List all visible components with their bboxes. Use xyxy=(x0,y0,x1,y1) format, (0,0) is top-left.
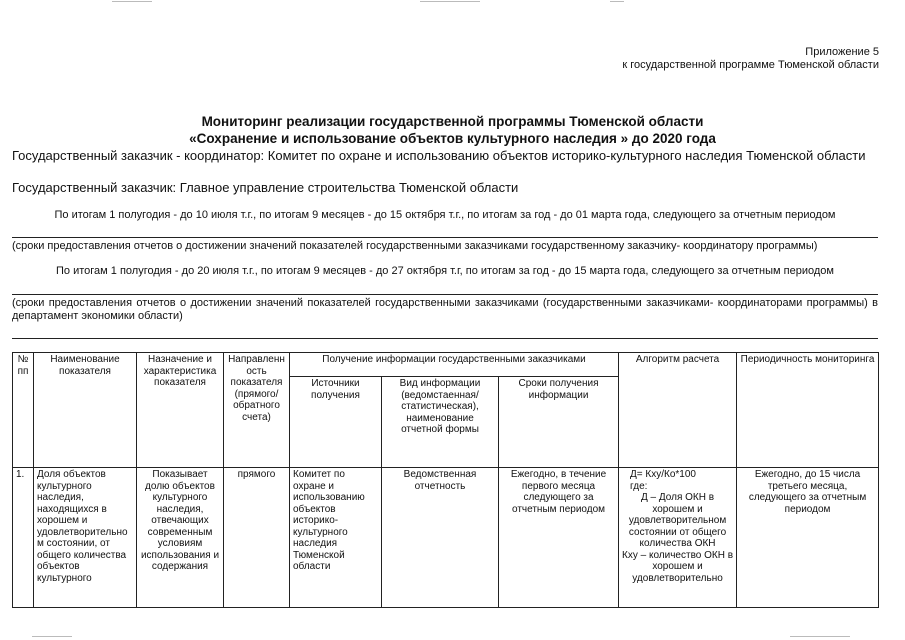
scan-mark xyxy=(790,636,850,637)
appendix-line2: к государственной программе Тюменской области xyxy=(622,59,879,71)
divider-line xyxy=(12,294,878,295)
period-first: По итогам 1 полугодия - до 10 июля т.г., по итогам 9 месяцев - до 15 октября т.г., по итогам за год - до 01 марта года, следующего за отчетным периодом xyxy=(54,209,836,221)
monitoring-table xyxy=(12,352,879,608)
title-line2: «Сохранение и использование объектов культурного наследия » до 2020 года xyxy=(189,131,716,146)
row-name: Доля объектов культурного наследия, находящихся в хорошем и удовлетворительном состоянии, от общего количества объектов культурного xyxy=(34,468,137,608)
appendix-block xyxy=(622,46,879,72)
period-second-note: (сроки предоставления отчетов о достижении значений показателей государственными заказчиками (государственными заказчиками- координаторами программы) в департамент экономики области) xyxy=(12,297,878,322)
header-name: Наименование показателя xyxy=(34,353,137,468)
scan-mark xyxy=(420,1,480,2)
header-row xyxy=(13,353,879,377)
header-info-group: Получение информации государственными заказчиками xyxy=(290,353,619,377)
header-direction: Направленность показателя (прямого/обратного счета) xyxy=(224,353,290,468)
row-direction: прямого xyxy=(224,468,290,608)
appendix-line1: Приложение 5 xyxy=(805,46,879,58)
table-row xyxy=(13,468,879,608)
row-sources: Комитет по охране и использованию объектов историко-культурного наследия Тюменской области xyxy=(290,468,382,608)
row-info-type: Ведомственная отчетность xyxy=(382,468,499,608)
algorithm-where: где: xyxy=(630,480,648,492)
row-purpose: Показывает долю объектов культурного наследия, отвечающих современным условиям использования и содержания xyxy=(137,468,224,608)
header-periodicity: Периодичность мониторинга xyxy=(737,353,879,468)
scan-mark xyxy=(112,1,152,2)
scan-mark xyxy=(32,636,72,637)
customer-text: Государственный заказчик: Главное управление строительства Тюменской области xyxy=(12,180,519,195)
algorithm-formula: Д= Кху/Ко*100 xyxy=(630,469,696,480)
algorithm-k-definition: Кху – количество ОКН в хорошем и удовлетворительно xyxy=(622,549,734,584)
row-algorithm xyxy=(619,468,737,608)
row-num: 1. xyxy=(13,468,34,608)
header-algorithm: Алгоритм расчета xyxy=(619,353,737,468)
row-periodicity: Ежегодно, до 15 числа третьего месяца, следующего за отчетным периодом xyxy=(737,468,879,608)
row-info-terms: Ежегодно, в течение первого месяца следующего за отчетным периодом xyxy=(499,468,619,608)
period-second: По итогам 1 полугодия - до 20 июля т.г., по итогам 9 месяцев - до 27 октября т.г, по итогам за год - до 15 марта года, следующего за отчетным периодом xyxy=(56,265,834,277)
coordinator-text: Государственный заказчик - координатор: Комитет по охране и использованию объектов историко-культурного наследия Тюменской области xyxy=(12,148,866,163)
title-line1: Мониторинг реализации государственной программы Тюменской области xyxy=(201,114,704,129)
header-num: № пп xyxy=(13,353,34,468)
divider-line xyxy=(12,338,878,339)
algorithm-d-definition: Д – Доля ОКН в хорошем и удовлетворительном состоянии от общего количества ОКН xyxy=(628,492,727,549)
divider-line xyxy=(12,237,878,238)
header-info-type: Вид информации (ведомстаенная/ статистическая), наименование отчетной формы xyxy=(382,377,499,468)
scan-mark xyxy=(610,1,624,2)
header-purpose: Назначение и характеристика показателя xyxy=(137,353,224,468)
header-info-terms: Сроки получения информации xyxy=(499,377,619,468)
period-first-note: (сроки предоставления отчетов о достижении значений показателей государственными заказчиками государственному заказчику- координатору программы) xyxy=(12,240,818,252)
header-sources: Источники получения xyxy=(290,377,382,468)
